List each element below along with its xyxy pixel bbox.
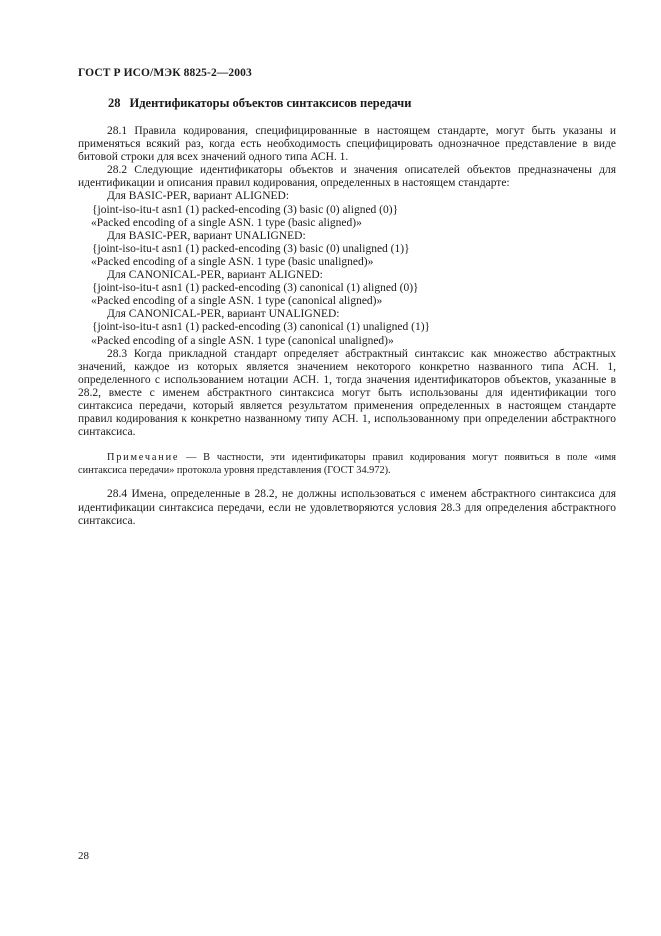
section-number: 28 (108, 96, 121, 110)
entry-oid: {joint-iso-itu-t asn1 (1) packed-encoding (3) basic (0) aligned (0)} (92, 203, 399, 216)
paragraph-28-2: 28.2 Следующие идентификаторы объектов и значения описателей объектов предназначены для идентификации и описания правил кодирования, определенных в настоящем стандарте: (78, 164, 616, 190)
entry-descriptor: «Packed encoding of a single ASN. 1 type (canonical unaligned)» (91, 334, 394, 347)
entry-oid: {joint-iso-itu-t asn1 (1) packed-encoding (3) basic (0) unaligned (1)} (92, 242, 410, 255)
page-number: 28 (78, 850, 89, 862)
entry-label: Для CANONICAL-PER, вариант ALIGNED: (107, 269, 323, 282)
document-header: ГОСТ Р ИСО/МЭК 8825-2—2003 (78, 67, 252, 79)
entry-label: Для BASIC-PER, вариант ALIGNED: (107, 190, 290, 203)
entry-oid: {joint-iso-itu-t asn1 (1) packed-encoding (3) canonical (1) aligned (0)} (92, 282, 419, 295)
paragraph-28-1: 28.1 Правила кодирования, специфицированные в настоящем стандарте, могут быть указаны и применяться всякий раз, когда есть необходимость специфицировать однозначное представление в виде битовой строки для всех значений одного типа АСН. 1. (78, 125, 616, 164)
entry-descriptor: «Packed encoding of a single ASN. 1 type (basic unaligned)» (91, 255, 374, 268)
body-text (78, 125, 616, 528)
entry-descriptor: «Packed encoding of a single ASN. 1 type (canonical aligned)» (91, 295, 383, 308)
note (78, 452, 616, 477)
entry-oid: {joint-iso-itu-t asn1 (1) packed-encoding (3) canonical (1) unaligned (1)} (92, 321, 431, 334)
note-text: — В частности, эти идентификаторы правил кодирования могут появиться в поле «имя синтаксиса передачи» протокола уровня представления (ГОСТ 34.972). (78, 452, 616, 476)
entry-label: Для CANONICAL-PER, вариант UNALIGNED: (107, 308, 340, 321)
entry-descriptor: «Packed encoding of a single ASN. 1 type (basic aligned)» (91, 216, 362, 229)
note-label: Примечание (107, 452, 180, 464)
section-heading (108, 96, 411, 111)
entry-label: Для BASIC-PER, вариант UNALIGNED: (107, 229, 306, 242)
paragraph-28-3: 28.3 Когда прикладной стандарт определяет абстрактный синтаксис как множество абстрактных значений, каждое из которых является значением некоторого конкретно названного типа АСН. 1, определенного с использованием нотации АСН. 1, тогда значения идентификаторов объектов, указанные в 28.2, вместе с именем абстрактного синтаксиса могут быть использованы для идентификации того синтаксиса передачи, который является результатом применения определенных в настоящем стандарте правил кодирования к конкретно названному типу АСН. 1, использованному при определении абстрактного синтаксиса. (78, 347, 616, 439)
section-title-text: Идентификаторы объектов синтаксисов передачи (129, 96, 412, 110)
paragraph-28-4: 28.4 Имена, определенные в 28.2, не должны использоваться с именем абстрактного синтаксиса для идентификации синтаксиса передачи, если не удовлетворяются условия 28.3 для определения абстрактного синтаксиса. (78, 488, 616, 527)
